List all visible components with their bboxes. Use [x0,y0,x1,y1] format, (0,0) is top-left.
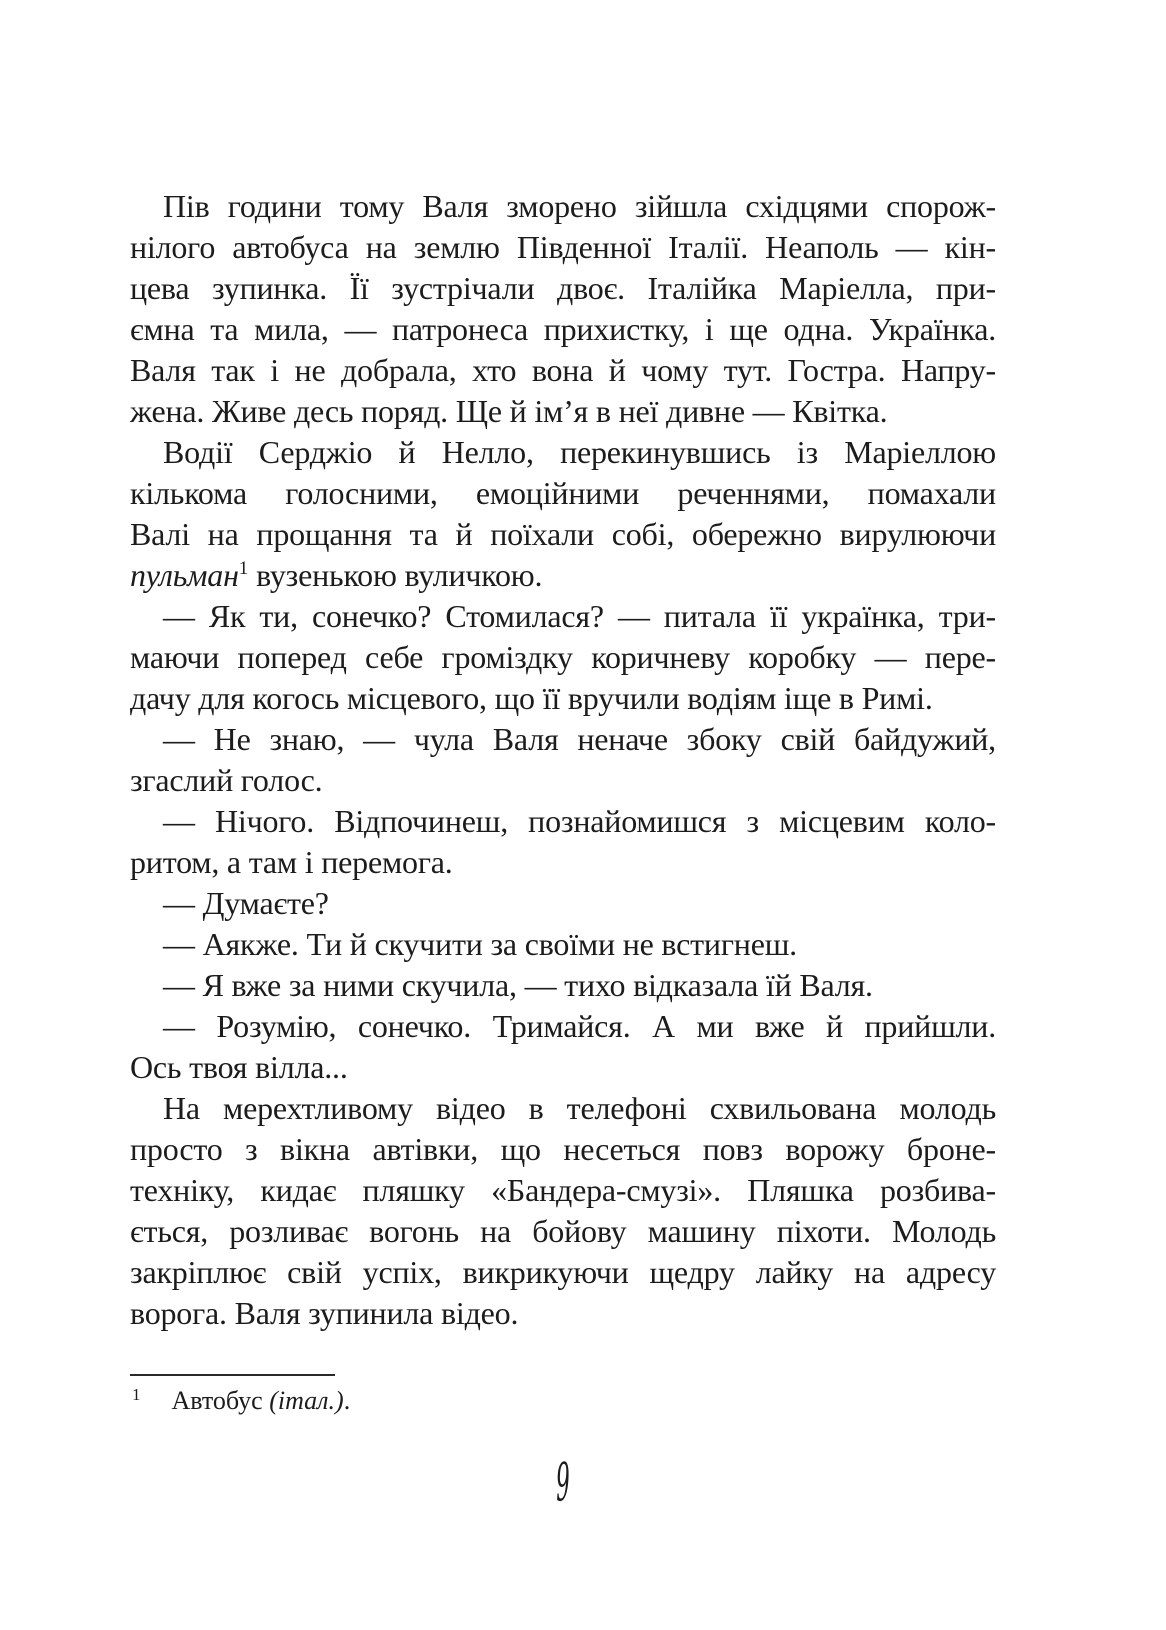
text-line [130,1211,996,1252]
body-text [130,186,996,1334]
text-segment: — Розумію, сонечко. Тримайся. А ми вже й прийшли. [163,1008,996,1044]
footnote-marker: 1 [132,1385,141,1404]
text-line [130,1170,996,1211]
text-line [130,924,996,965]
text-segment: ємна та мила, — патронеса прихистку, і ще одна. Українка. [130,311,996,347]
paragraph [130,596,996,719]
footnote-reference: 1 [238,558,249,579]
text-line [130,309,996,350]
text-segment: Ось твоя вілла... [130,1049,348,1085]
paragraph [130,719,996,801]
text-line [130,596,996,637]
text-segment: вузенькою вуличкою. [248,557,543,593]
text-line [130,1129,996,1170]
text-line [130,350,996,391]
paragraph [130,965,996,1006]
text-segment: нілого автобуса на землю Південної Італії. Неаполь — кін- [130,229,996,265]
text-segment: — Думаєте? [163,885,329,921]
footnote-body [172,1386,351,1415]
text-line [130,1293,996,1334]
text-segment: ється, розливає вогонь на бойову машину піхоти. Молодь [130,1213,996,1249]
text-line [130,1047,996,1088]
text-segment: кількома голосними, емоційними реченнями, помахали [130,475,996,511]
text-segment: Водії Серджіо й Нелло, перекинувшись із Маріеллою [163,434,996,470]
paragraph [130,1088,996,1334]
text-segment: жена. Живе десь поряд. Ще й ім’я в неї дивне — Квітка. [130,393,888,429]
text-line [130,842,996,883]
text-line [130,760,996,801]
text-line [130,473,996,514]
text-segment: . [343,1386,351,1415]
text-segment: закріплює свій успіх, викрикуючи щедру лайку на адресу [130,1254,996,1290]
text-line [130,268,996,309]
text-line [130,514,996,555]
text-line [130,391,996,432]
paragraph [130,801,996,883]
text-line [130,227,996,268]
text-segment: ритом, а там і перемога. [130,844,453,880]
text-segment: дачу для когось місцевого, що її вручили водіям іще в Римі. [130,680,933,716]
text-segment: маючи поперед себе громіздку коричневу коробку — пере- [130,639,996,675]
text-segment: — Не знаю, — чула Валя неначе збоку свій байдужий, [163,721,996,757]
text-segment: цева зупинка. Її зустрічали двоє. Італійка Маріелла, при- [130,270,996,306]
text-segment: — Як ти, сонечко? Стомилася? — питала її українка, три- [163,598,996,634]
text-line [130,1006,996,1047]
text-segment: — Аякже. Ти й скучити за своїми не встигнеш. [163,926,797,962]
text-line [130,719,996,760]
paragraph [130,1006,996,1088]
footnote [130,1374,996,1417]
paragraph [130,924,996,965]
text-line [130,678,996,719]
text-segment: Валі на прощання та й поїхали собі, обережно вирулюючи [130,516,996,552]
text-segment: згаслий голос. [130,762,323,798]
page-number: 9 [555,1452,571,1514]
text-segment: ворога. Валя зупинила відео. [130,1295,519,1331]
text-line [130,432,996,473]
paragraph [130,186,996,432]
footnote-rule [130,1374,335,1376]
footnote-text [130,1385,996,1417]
text-line [130,883,996,924]
text-segment: Валя так і не добрала, хто вона й чому тут. Гостра. Напру- [130,352,996,388]
text-line [130,555,996,596]
text-line [130,186,996,227]
text-line [130,637,996,678]
text-segment: просто з вікна автівки, що несеться повз ворожу броне- [130,1131,996,1167]
text-line [130,965,996,1006]
text-line [130,1252,996,1293]
text-segment: техніку, кидає пляшку «Бандера-смузі». Пляшка розбива- [130,1172,996,1208]
text-segment: пульман [130,557,239,593]
text-segment: — Нічого. Відпочинеш, познайомишся з місцевим коло- [163,803,996,839]
text-segment: Пів години тому Валя зморено зійшла східцями спорож- [163,188,996,224]
text-segment: (італ.) [269,1386,344,1415]
text-line [130,801,996,842]
paragraph [130,432,996,596]
text-segment: — Я вже за ними скучила, — тихо відказала їй Валя. [163,967,873,1003]
paragraph [130,883,996,924]
text-line [130,1088,996,1129]
text-segment: Автобус [171,1386,270,1415]
text-segment: На мерехтливому відео в телефоні схвильована молодь [163,1090,996,1126]
